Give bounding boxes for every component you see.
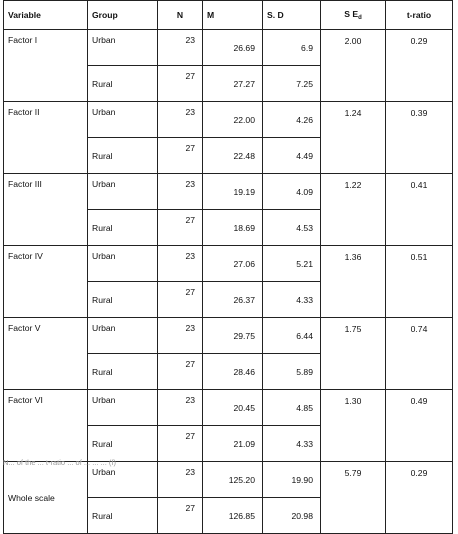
n-cell: 27 xyxy=(158,498,203,534)
t-ratio-cell: 0.29 xyxy=(386,462,453,534)
table-row xyxy=(4,318,453,354)
variable-cell: Factor III xyxy=(4,174,88,246)
header-variable: Variable xyxy=(4,1,88,30)
n-cell: 27 xyxy=(158,138,203,174)
mean-cell: 19.19 xyxy=(203,174,263,210)
table-row xyxy=(4,246,453,282)
group-cell: Urban xyxy=(88,174,158,210)
n-cell: 23 xyxy=(158,318,203,354)
t-ratio-cell: 0.74 xyxy=(386,318,453,390)
sed-cell: 1.22 xyxy=(321,174,386,246)
mean-cell: 27.06 xyxy=(203,246,263,282)
mean-cell: 125.20 xyxy=(203,462,263,498)
n-cell: 23 xyxy=(158,246,203,282)
n-cell: 23 xyxy=(158,174,203,210)
group-cell: Urban xyxy=(88,246,158,282)
variable-cell: Whole scale xyxy=(4,462,88,534)
sd-cell: 4.09 xyxy=(263,174,321,210)
variable-cell: Factor VI xyxy=(4,390,88,462)
mean-cell: 18.69 xyxy=(203,210,263,246)
results-table xyxy=(3,0,453,534)
group-cell: Rural xyxy=(88,210,158,246)
variable-cell: Factor II xyxy=(4,102,88,174)
sed-cell: 1.24 xyxy=(321,102,386,174)
n-cell: 23 xyxy=(158,30,203,66)
header-sed-sub: d xyxy=(358,15,362,21)
variable-cell: Factor IV xyxy=(4,246,88,318)
mean-cell: 22.00 xyxy=(203,102,263,138)
variable-cell: Factor I xyxy=(4,30,88,102)
group-cell: Urban xyxy=(88,318,158,354)
n-cell: 27 xyxy=(158,210,203,246)
group-cell: Urban xyxy=(88,390,158,426)
group-cell: Rural xyxy=(88,66,158,102)
group-cell: Urban xyxy=(88,30,158,66)
sd-cell: 4.33 xyxy=(263,282,321,318)
table-row xyxy=(4,30,453,66)
group-cell: Rural xyxy=(88,138,158,174)
mean-cell: 21.09 xyxy=(203,426,263,462)
sd-cell: 6.44 xyxy=(263,318,321,354)
sd-cell: 7.25 xyxy=(263,66,321,102)
group-cell: Rural xyxy=(88,426,158,462)
group-cell: Rural xyxy=(88,282,158,318)
mean-cell: 29.75 xyxy=(203,318,263,354)
sd-cell: 5.89 xyxy=(263,354,321,390)
mean-cell: 22.48 xyxy=(203,138,263,174)
table-header-row xyxy=(4,1,453,30)
sed-cell: 1.75 xyxy=(321,318,386,390)
n-cell: 23 xyxy=(158,390,203,426)
variable-cell: Factor V xyxy=(4,318,88,390)
table-row xyxy=(4,102,453,138)
sed-cell: 2.00 xyxy=(321,30,386,102)
sd-cell: 5.21 xyxy=(263,246,321,282)
header-sed-main: S E xyxy=(344,9,359,19)
t-ratio-cell: 0.49 xyxy=(386,390,453,462)
mean-cell: 26.37 xyxy=(203,282,263,318)
mean-cell: 28.46 xyxy=(203,354,263,390)
sed-cell: 1.30 xyxy=(321,390,386,462)
t-ratio-cell: 0.41 xyxy=(386,174,453,246)
n-cell: 23 xyxy=(158,462,203,498)
group-cell: Urban xyxy=(88,462,158,498)
sed-cell: 1.36 xyxy=(321,246,386,318)
t-ratio-cell: 0.51 xyxy=(386,246,453,318)
mean-cell: 26.69 xyxy=(203,30,263,66)
sd-cell: 4.85 xyxy=(263,390,321,426)
header-m: M xyxy=(203,1,263,30)
n-cell: 27 xyxy=(158,354,203,390)
n-cell: 27 xyxy=(158,66,203,102)
header-group: Group xyxy=(88,1,158,30)
t-ratio-cell: 0.39 xyxy=(386,102,453,174)
n-cell: 27 xyxy=(158,426,203,462)
mean-cell: 126.85 xyxy=(203,498,263,534)
table-row xyxy=(4,390,453,426)
group-cell: Urban xyxy=(88,102,158,138)
n-cell: 27 xyxy=(158,282,203,318)
group-cell: Rural xyxy=(88,498,158,534)
sd-cell: 20.98 xyxy=(263,498,321,534)
header-n: N xyxy=(158,1,203,30)
sd-cell: 19.90 xyxy=(263,462,321,498)
t-ratio-cell: 0.29 xyxy=(386,30,453,102)
mean-cell: 27.27 xyxy=(203,66,263,102)
header-sed xyxy=(321,1,386,30)
sd-cell: 4.53 xyxy=(263,210,321,246)
n-cell: 23 xyxy=(158,102,203,138)
table-row xyxy=(4,174,453,210)
sd-cell: 4.33 xyxy=(263,426,321,462)
sd-cell: 4.26 xyxy=(263,102,321,138)
sed-cell: 5.79 xyxy=(321,462,386,534)
header-sd: S. D xyxy=(263,1,321,30)
mean-cell: 20.45 xyxy=(203,390,263,426)
sd-cell: 4.49 xyxy=(263,138,321,174)
header-t-ratio: t-ratio xyxy=(386,1,453,30)
group-cell: Rural xyxy=(88,354,158,390)
sd-cell: 6.9 xyxy=(263,30,321,66)
table-footnote: N... of the ... t-ratio ... of ... ... ... (f) xyxy=(3,458,116,467)
